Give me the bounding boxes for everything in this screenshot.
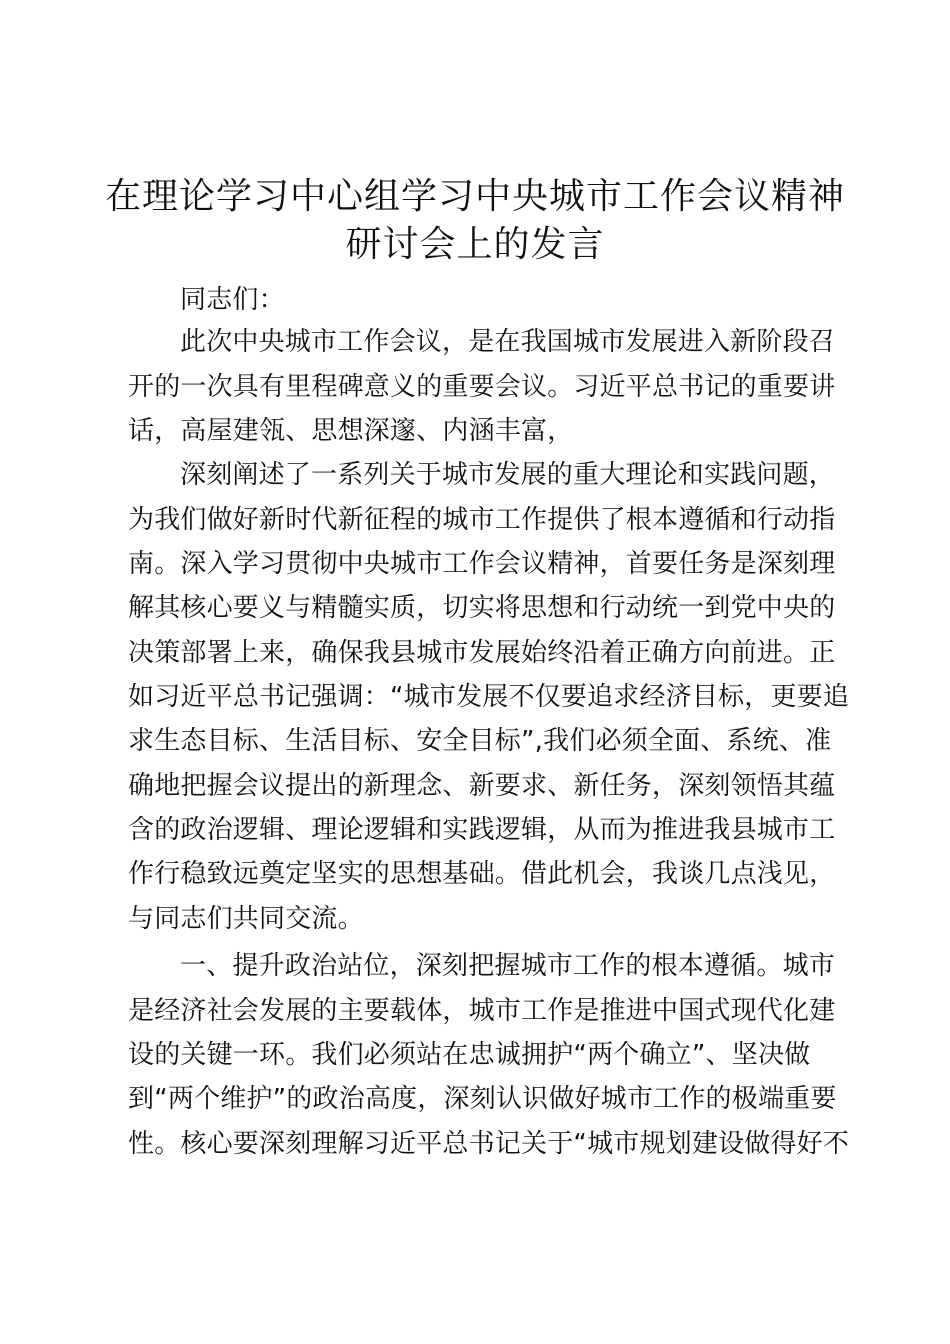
body-line: 性。核心要深刻理解习近平总书记关于“城市规划建设做得好不	[128, 1129, 850, 1159]
body-line: 为我们做好新时代新征程的城市工作提供了根本遵循和行动指	[128, 505, 836, 535]
body-line: 如习近平总书记强调：“城市发展不仅要追求经济目标，更要追	[128, 682, 850, 712]
body-line: 设的关键一环。我们必须站在忠诚拥护“两个确立”、坚决做	[128, 1040, 811, 1070]
body-line: 确地把握会议提出的新理念、新要求、新任务，深刻领悟其蕴	[128, 771, 836, 801]
body-line: 含的政治逻辑、理论逻辑和实践逻辑，从而为推进我县城市工	[128, 815, 836, 845]
document-title-line-1: 在理论学习中心组学习中央城市工作会议精神	[104, 176, 845, 217]
body-line: 与同志们共同交流。	[128, 904, 364, 934]
body-line: 是经济社会发展的主要载体，城市工作是推进中国式现代化建	[128, 996, 836, 1026]
body-line: 作行稳致远奠定坚实的思想基础。借此机会，我谈几点浅见，	[128, 859, 836, 889]
body-line: 南。深入学习贯彻中央城市工作会议精神，首要任务是深刻理	[128, 549, 836, 579]
body-line: 开的一次具有里程碑意义的重要会议。习近平总书记的重要讲	[128, 372, 836, 402]
body-line: 决策部署上来，确保我县城市发展始终沿着正确方向前进。正	[128, 638, 836, 668]
document-title-line-2: 研讨会上的发言	[345, 224, 605, 265]
body-line: 话，高屋建瓴、思想深邃、内涵丰富，	[128, 416, 574, 446]
body-line: 解其核心要义与精髓实质，切实将思想和行动统一到党中央的	[128, 593, 836, 623]
salutation: 同志们：	[180, 285, 285, 315]
body-line: 深刻阐述了一系列关于城市发展的重大理论和实践问题，	[180, 460, 836, 490]
section-heading-line: 一、提升政治站位，深刻把握城市工作的根本遵循。城市	[180, 951, 836, 981]
body-line: 到“两个维护”的政治高度，深刻认识做好城市工作的极端重要	[128, 1084, 837, 1114]
body-line: 此次中央城市工作会议，是在我国城市发展进入新阶段召	[180, 327, 836, 357]
body-line: 求生态目标、生活目标、安全目标”,我们必须全面、系统、准	[128, 726, 832, 756]
